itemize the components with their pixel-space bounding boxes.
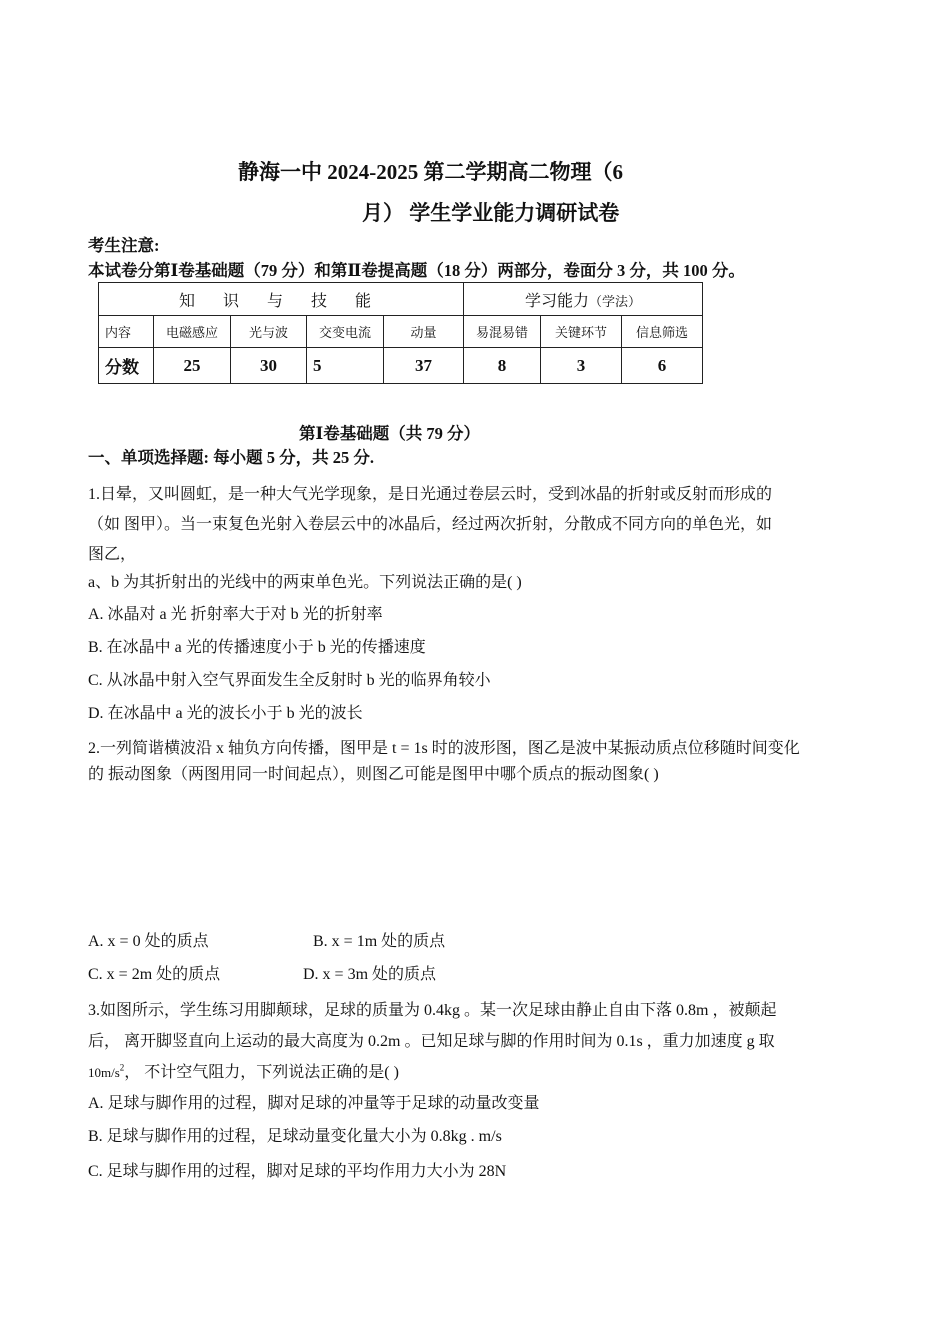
q3-stem-line3-rest: ， 不计空气阻力，下列说法正确的是( )	[124, 1064, 399, 1081]
column-header: 电磁感应	[154, 316, 231, 348]
row-label-content: 内容	[99, 316, 154, 348]
q1-stem-line3: 图乙，	[88, 546, 137, 563]
score-cell: 30	[231, 348, 307, 384]
q2-option-c: C. x = 2m 处的质点	[88, 966, 221, 983]
score-cell: 37	[384, 348, 464, 384]
column-header: 光与波	[231, 316, 307, 348]
q3-unit-exponent: 2	[119, 1062, 125, 1073]
notice-text: 本试卷分第Ⅰ卷基础题（79 分）和第Ⅱ卷提高题（18 分）两部分，卷面分 3 分，共 100 分。	[88, 261, 745, 280]
q2-option-d: D. x = 3m 处的质点	[303, 966, 437, 983]
q1-option-c: C. 从冰晶中射入空气界面发生全反射时 b 光的临界角较小	[88, 672, 491, 689]
score-cell: 3	[541, 348, 622, 384]
column-header: 交变电流	[307, 316, 384, 348]
q2-option-b: B. x = 1m 处的质点	[313, 933, 446, 950]
q3-option-c: C. 足球与脚作用的过程，脚对足球的平均作用力大小为 28N	[88, 1163, 507, 1180]
q2-stem-line1: 2.一列简谐横波沿 x 轴负方向传播，图甲是 t = 1s 时的波形图，图乙是波中某振动质点位移随时间变化	[88, 740, 800, 757]
section1-title: 一、单项选择题: 每小题 5 分，共 25 分.	[88, 448, 374, 467]
q1-option-b: B. 在冰晶中 a 光的传播速度小于 b 光的传播速度	[88, 639, 426, 656]
score-cell: 25	[154, 348, 231, 384]
table-group-knowledge: 知 识 与 技 能	[99, 283, 464, 316]
q1-option-d: D. 在冰晶中 a 光的波长小于 b 光的波长	[88, 705, 363, 722]
q1-stem-line4: a、b 为其折射出的光线中的两束单色光。下列说法正确的是( )	[88, 574, 522, 591]
score-table	[98, 282, 703, 384]
q3-unit: 10m/s	[88, 1065, 120, 1080]
table-group-ability: 学习能力（学法）	[464, 283, 703, 316]
q1-option-a: A. 冰晶对 a 光 折射率大于对 b 光的折射率	[88, 606, 383, 623]
q2-stem-line2: 的 振动图象（两图用同一时间起点），则图乙可能是图甲中哪个质点的振动图象( )	[88, 766, 659, 783]
score-cell: 6	[622, 348, 703, 384]
exam-title-line1: 静海一中 2024-2025 第二学期高二物理（6	[238, 160, 623, 184]
column-header: 关键环节	[541, 316, 622, 348]
q3-stem-line1: 3.如图所示，学生练习用脚颠球，足球的质量为 0.4kg 。某一次足球由静止自由下落 0.8m ，被颠起	[88, 1002, 777, 1019]
q3-stem-line3	[88, 1059, 399, 1082]
q3-option-b: B. 足球与脚作用的过程，足球动量变化量大小为 0.8kg . m/s	[88, 1128, 502, 1145]
part1-title: 第Ⅰ卷基础题（共 79 分）	[299, 424, 480, 443]
q3-option-a: A. 足球与脚作用的过程，脚对足球的冲量等于足球的动量改变量	[88, 1095, 540, 1112]
score-cell: 5	[307, 348, 384, 384]
row-label-score: 分数	[99, 348, 154, 384]
q1-stem-line2: （如 图甲）。当一束复色光射入卷层云中的冰晶后，经过两次折射，分散成不同方向的单色光，如	[88, 516, 773, 533]
q2-option-a: A. x = 0 处的质点	[88, 933, 209, 950]
q1-stem-line1: 1.日晕，又叫圆虹，是一种大气光学现象，是日光通过卷层云时，受到冰晶的折射或反射而形成的	[88, 486, 773, 503]
notice-heading: 考生注意:	[88, 236, 160, 255]
score-cell: 8	[464, 348, 541, 384]
q3-stem-line2: 后， 离开脚竖直向上运动的最大高度为 0.2m 。已知足球与脚的作用时间为 0.1s ，重力加速度 g 取	[88, 1033, 775, 1050]
column-header: 信息筛选	[622, 316, 703, 348]
exam-title-line2: 月） 学生学业能力调研试卷	[362, 201, 620, 225]
column-header: 动量	[384, 316, 464, 348]
column-header: 易混易错	[464, 316, 541, 348]
